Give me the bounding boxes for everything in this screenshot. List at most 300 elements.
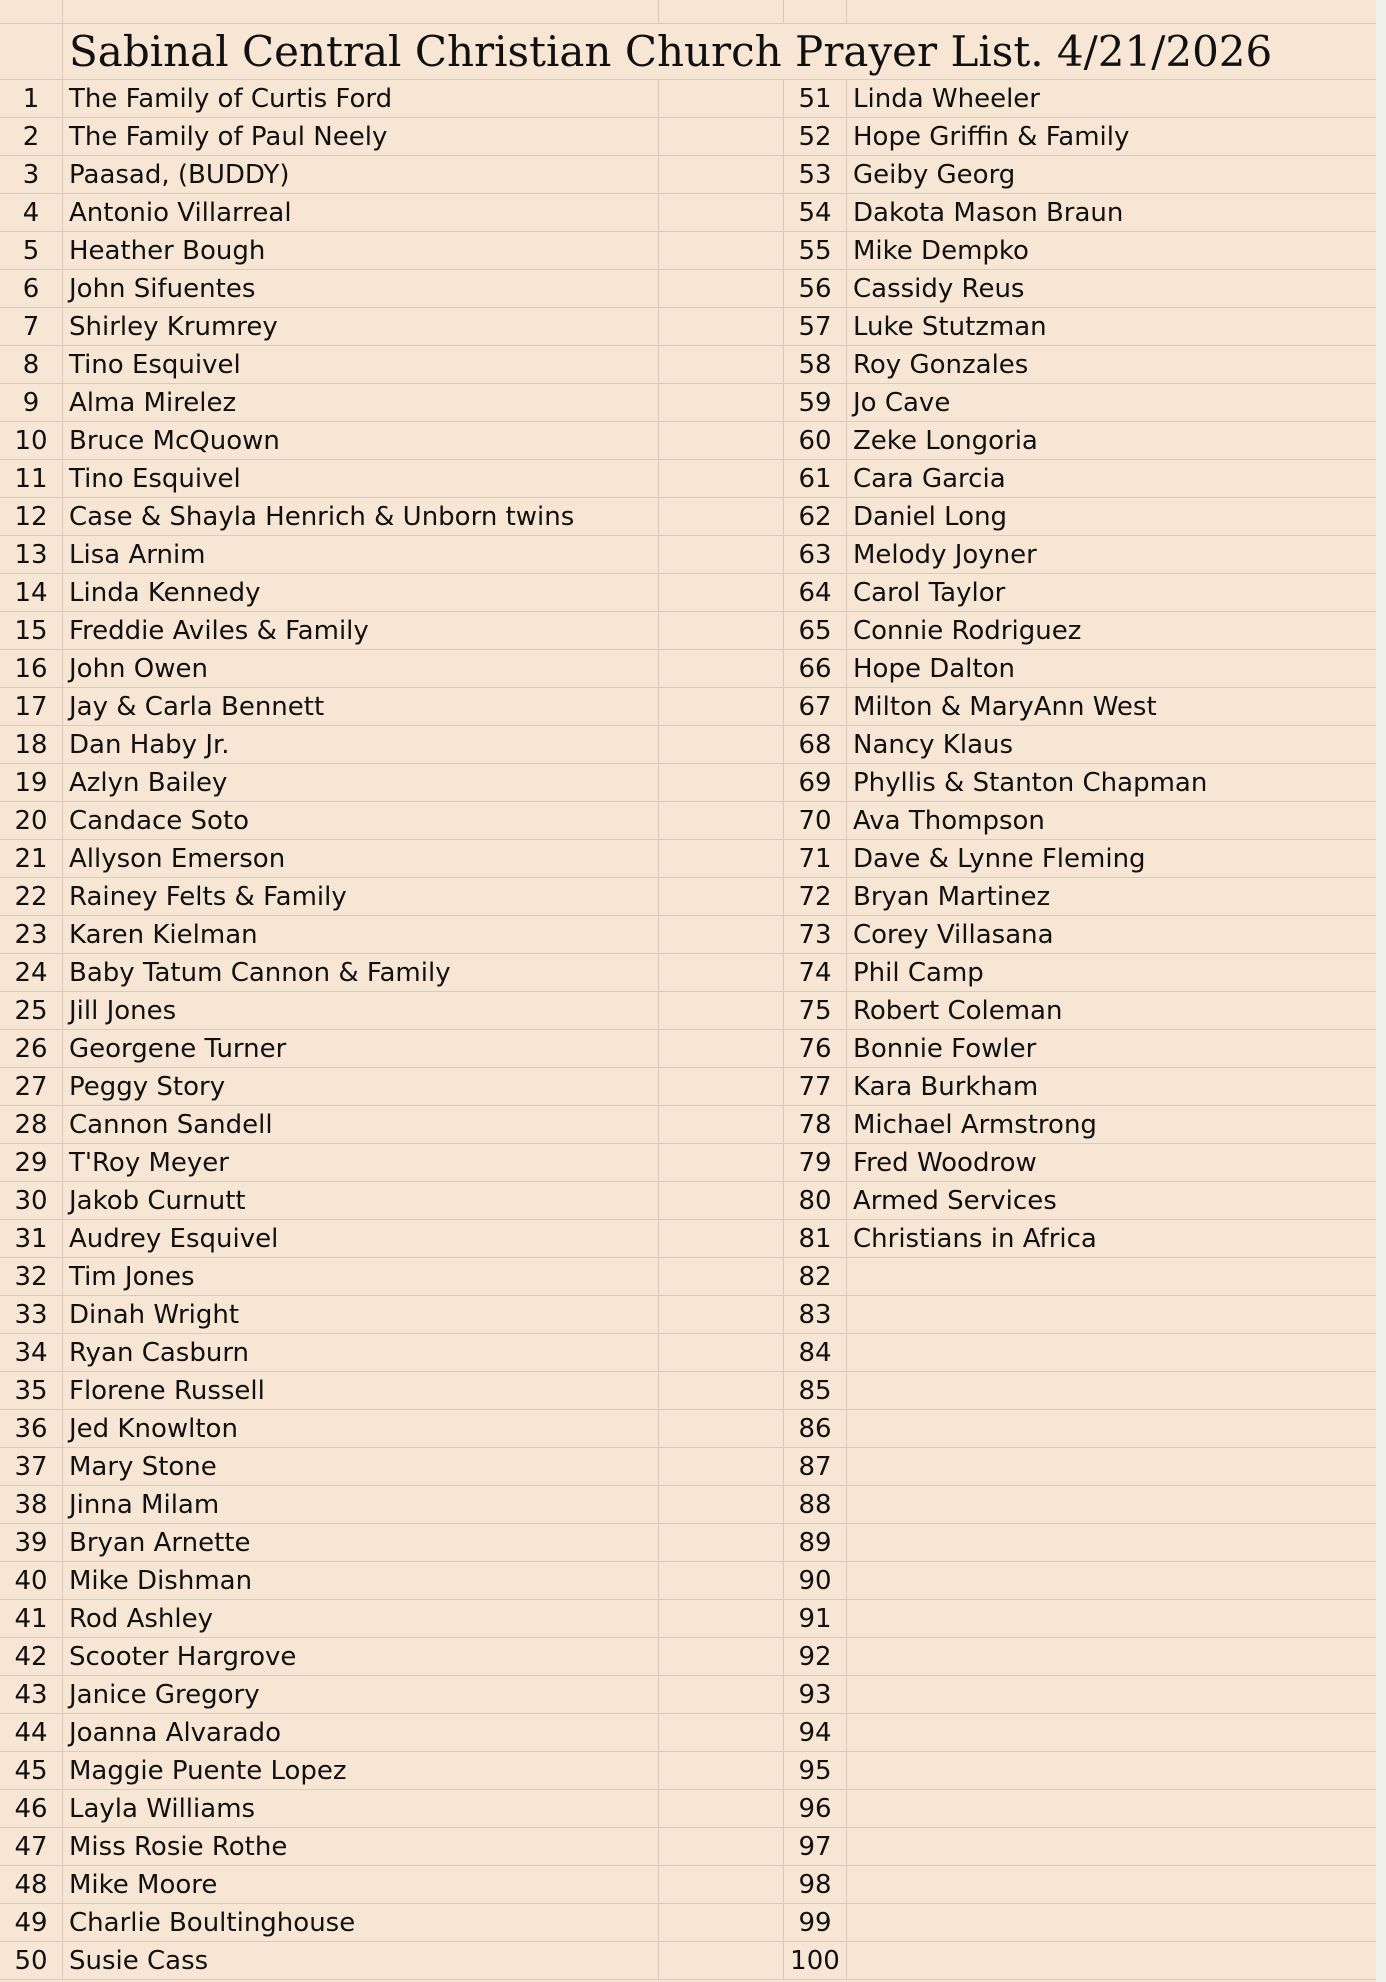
item-number[interactable]: 6 xyxy=(0,270,63,307)
prayer-name[interactable]: Daniel Long xyxy=(853,501,1008,532)
item-number[interactable]: 10 xyxy=(0,422,63,459)
table-row[interactable] xyxy=(0,1942,1376,1980)
table-row[interactable] xyxy=(0,992,1376,1030)
item-number[interactable]: 66 xyxy=(784,650,847,687)
item-number[interactable]: 17 xyxy=(0,688,63,725)
prayer-name[interactable]: Hope Dalton xyxy=(853,653,1015,684)
prayer-name[interactable]: Audrey Esquivel xyxy=(63,1220,659,1257)
item-number[interactable]: 20 xyxy=(0,802,63,839)
item-number[interactable]: 71 xyxy=(784,840,847,877)
cell[interactable] xyxy=(659,270,784,307)
item-number[interactable]: 80 xyxy=(784,1182,847,1219)
prayer-name[interactable] xyxy=(847,1524,1376,1561)
table-row[interactable] xyxy=(0,1752,1376,1790)
prayer-name[interactable] xyxy=(847,1790,1376,1827)
cell[interactable] xyxy=(659,194,784,231)
prayer-name[interactable]: Bryan Martinez xyxy=(853,881,1051,912)
prayer-name[interactable]: Charlie Boultinghouse xyxy=(63,1904,659,1941)
item-number[interactable]: 14 xyxy=(0,574,63,611)
table-row[interactable] xyxy=(0,916,1376,954)
item-number[interactable]: 41 xyxy=(0,1600,63,1637)
prayer-name[interactable]: Georgene Turner xyxy=(63,1030,659,1067)
prayer-name[interactable] xyxy=(847,1600,1376,1637)
prayer-name[interactable]: Kara Burkham xyxy=(853,1071,1039,1102)
item-number[interactable]: 85 xyxy=(784,1372,847,1409)
table-row[interactable] xyxy=(0,1220,1376,1258)
item-number[interactable]: 88 xyxy=(784,1486,847,1523)
prayer-name[interactable]: Mike Dempko xyxy=(853,235,1029,266)
prayer-name[interactable] xyxy=(847,1296,1376,1333)
table-row[interactable] xyxy=(0,1448,1376,1486)
table-row[interactable] xyxy=(0,1714,1376,1752)
prayer-name[interactable]: Lisa Arnim xyxy=(63,536,659,573)
cell[interactable] xyxy=(784,0,847,23)
item-number[interactable]: 89 xyxy=(784,1524,847,1561)
cell[interactable] xyxy=(659,232,784,269)
prayer-name[interactable]: Roy Gonzales xyxy=(853,349,1029,380)
item-number[interactable]: 34 xyxy=(0,1334,63,1371)
cell[interactable] xyxy=(659,1562,784,1599)
item-number[interactable]: 86 xyxy=(784,1410,847,1447)
prayer-name[interactable] xyxy=(847,1638,1376,1675)
prayer-name[interactable]: Armed Services xyxy=(853,1185,1057,1216)
cell[interactable] xyxy=(659,954,784,991)
table-row[interactable] xyxy=(0,232,1376,270)
item-number[interactable]: 32 xyxy=(0,1258,63,1295)
table-row[interactable] xyxy=(0,1296,1376,1334)
item-number[interactable]: 78 xyxy=(784,1106,847,1143)
prayer-name[interactable] xyxy=(847,1714,1376,1751)
table-row[interactable] xyxy=(0,1562,1376,1600)
cell[interactable] xyxy=(659,1486,784,1523)
prayer-name[interactable]: Dan Haby Jr. xyxy=(63,726,659,763)
item-number[interactable]: 72 xyxy=(784,878,847,915)
item-number[interactable]: 57 xyxy=(784,308,847,345)
item-number[interactable]: 60 xyxy=(784,422,847,459)
prayer-name[interactable]: Dinah Wright xyxy=(63,1296,659,1333)
cell[interactable] xyxy=(659,688,784,725)
prayer-name[interactable] xyxy=(847,1904,1376,1941)
item-number[interactable]: 24 xyxy=(0,954,63,991)
item-number[interactable]: 98 xyxy=(784,1866,847,1903)
item-number[interactable]: 61 xyxy=(784,460,847,497)
prayer-name[interactable]: Layla Williams xyxy=(63,1790,659,1827)
table-row[interactable] xyxy=(0,802,1376,840)
prayer-name[interactable]: Hope Griffin & Family xyxy=(853,121,1130,152)
item-number[interactable]: 62 xyxy=(784,498,847,535)
item-number[interactable]: 87 xyxy=(784,1448,847,1485)
cell[interactable] xyxy=(659,1296,784,1333)
prayer-name[interactable]: Jo Cave xyxy=(853,387,951,418)
item-number[interactable]: 43 xyxy=(0,1676,63,1713)
prayer-name[interactable]: Mike Dishman xyxy=(63,1562,659,1599)
item-number[interactable]: 67 xyxy=(784,688,847,725)
prayer-name[interactable]: Jed Knowlton xyxy=(63,1410,659,1447)
prayer-name[interactable] xyxy=(847,1752,1376,1789)
cell[interactable] xyxy=(659,1524,784,1561)
prayer-name[interactable]: John Sifuentes xyxy=(63,270,659,307)
item-number[interactable]: 95 xyxy=(784,1752,847,1789)
item-number[interactable]: 3 xyxy=(0,156,63,193)
prayer-name[interactable]: Nancy Klaus xyxy=(853,729,1014,760)
item-number[interactable]: 63 xyxy=(784,536,847,573)
table-row[interactable] xyxy=(0,460,1376,498)
prayer-name[interactable]: Shirley Krumrey xyxy=(63,308,659,345)
item-number[interactable]: 55 xyxy=(784,232,847,269)
cell[interactable] xyxy=(659,1600,784,1637)
item-number[interactable]: 75 xyxy=(784,992,847,1029)
cell[interactable] xyxy=(659,1258,784,1295)
table-row[interactable] xyxy=(0,1790,1376,1828)
item-number[interactable]: 79 xyxy=(784,1144,847,1181)
prayer-name[interactable]: Candace Soto xyxy=(63,802,659,839)
cell[interactable] xyxy=(659,460,784,497)
prayer-name[interactable] xyxy=(847,1448,1376,1485)
prayer-name[interactable]: Rainey Felts & Family xyxy=(63,878,659,915)
cell[interactable] xyxy=(659,992,784,1029)
cell[interactable] xyxy=(659,1904,784,1941)
item-number[interactable]: 74 xyxy=(784,954,847,991)
cell[interactable] xyxy=(659,156,784,193)
item-number[interactable]: 70 xyxy=(784,802,847,839)
item-number[interactable]: 44 xyxy=(0,1714,63,1751)
item-number[interactable]: 45 xyxy=(0,1752,63,1789)
item-number[interactable]: 35 xyxy=(0,1372,63,1409)
item-number[interactable]: 52 xyxy=(784,118,847,155)
table-row[interactable] xyxy=(0,498,1376,536)
prayer-name[interactable]: Melody Joyner xyxy=(853,539,1037,570)
cell[interactable] xyxy=(659,916,784,953)
cell[interactable] xyxy=(659,612,784,649)
table-row[interactable] xyxy=(0,1904,1376,1942)
prayer-name[interactable]: Christians in Africa xyxy=(853,1223,1097,1254)
cell[interactable] xyxy=(659,1220,784,1257)
prayer-name[interactable]: Mike Moore xyxy=(63,1866,659,1903)
title-row[interactable] xyxy=(0,24,1376,80)
item-number[interactable]: 8 xyxy=(0,346,63,383)
item-number[interactable]: 28 xyxy=(0,1106,63,1143)
table-row[interactable] xyxy=(0,308,1376,346)
item-number[interactable]: 99 xyxy=(784,1904,847,1941)
cell[interactable] xyxy=(659,118,784,155)
prayer-name[interactable]: Bruce McQuown xyxy=(63,422,659,459)
prayer-name[interactable]: Cassidy Reus xyxy=(853,273,1025,304)
item-number[interactable]: 42 xyxy=(0,1638,63,1675)
item-number[interactable]: 39 xyxy=(0,1524,63,1561)
cell[interactable] xyxy=(659,574,784,611)
item-number[interactable]: 30 xyxy=(0,1182,63,1219)
item-number[interactable]: 18 xyxy=(0,726,63,763)
table-row[interactable] xyxy=(0,878,1376,916)
prayer-name[interactable]: The Family of Paul Neely xyxy=(63,118,659,155)
table-row[interactable] xyxy=(0,1638,1376,1676)
cell[interactable] xyxy=(659,536,784,573)
item-number[interactable]: 64 xyxy=(784,574,847,611)
prayer-name[interactable] xyxy=(847,1258,1376,1295)
prayer-name[interactable]: Rod Ashley xyxy=(63,1600,659,1637)
item-number[interactable]: 15 xyxy=(0,612,63,649)
table-row[interactable] xyxy=(0,954,1376,992)
table-row[interactable] xyxy=(0,574,1376,612)
cell[interactable] xyxy=(659,1866,784,1903)
prayer-name[interactable]: Bonnie Fowler xyxy=(853,1033,1037,1064)
cell[interactable] xyxy=(659,422,784,459)
item-number[interactable]: 1 xyxy=(0,80,63,117)
item-number[interactable]: 31 xyxy=(0,1220,63,1257)
prayer-name[interactable]: Linda Wheeler xyxy=(853,83,1040,114)
prayer-name[interactable]: Tino Esquivel xyxy=(63,346,659,383)
item-number[interactable]: 46 xyxy=(0,1790,63,1827)
prayer-name[interactable]: Jinna Milam xyxy=(63,1486,659,1523)
prayer-name[interactable]: Florene Russell xyxy=(63,1372,659,1409)
prayer-name[interactable]: Jay & Carla Bennett xyxy=(63,688,659,725)
prayer-name[interactable]: Zeke Longoria xyxy=(853,425,1038,456)
cell[interactable] xyxy=(659,0,784,23)
prayer-name[interactable]: Dave & Lynne Fleming xyxy=(853,843,1146,874)
cell[interactable] xyxy=(659,878,784,915)
table-row[interactable] xyxy=(0,1144,1376,1182)
prayer-name[interactable] xyxy=(847,1676,1376,1713)
prayer-name[interactable]: Cannon Sandell xyxy=(63,1106,659,1143)
prayer-name[interactable] xyxy=(847,1410,1376,1447)
item-number[interactable]: 58 xyxy=(784,346,847,383)
prayer-name[interactable]: Connie Rodriguez xyxy=(853,615,1082,646)
item-number[interactable]: 96 xyxy=(784,1790,847,1827)
table-row[interactable] xyxy=(0,612,1376,650)
prayer-name[interactable]: Heather Bough xyxy=(63,232,659,269)
prayer-name[interactable]: Robert Coleman xyxy=(853,995,1063,1026)
item-number[interactable]: 13 xyxy=(0,536,63,573)
table-row[interactable] xyxy=(0,1068,1376,1106)
table-row[interactable] xyxy=(0,726,1376,764)
item-number[interactable]: 26 xyxy=(0,1030,63,1067)
item-number[interactable]: 81 xyxy=(784,1220,847,1257)
item-number[interactable]: 22 xyxy=(0,878,63,915)
item-number[interactable]: 5 xyxy=(0,232,63,269)
prayer-name[interactable]: Freddie Aviles & Family xyxy=(63,612,659,649)
item-number[interactable]: 69 xyxy=(784,764,847,801)
item-number[interactable]: 83 xyxy=(784,1296,847,1333)
prayer-name[interactable] xyxy=(847,1828,1376,1865)
prayer-name[interactable] xyxy=(847,1486,1376,1523)
cell[interactable] xyxy=(659,650,784,687)
prayer-name[interactable]: Scooter Hargrove xyxy=(63,1638,659,1675)
table-row[interactable] xyxy=(0,1106,1376,1144)
item-number[interactable]: 51 xyxy=(784,80,847,117)
prayer-name[interactable]: Miss Rosie Rothe xyxy=(63,1828,659,1865)
item-number[interactable]: 23 xyxy=(0,916,63,953)
table-row[interactable] xyxy=(0,1486,1376,1524)
item-number[interactable]: 12 xyxy=(0,498,63,535)
table-row[interactable] xyxy=(0,840,1376,878)
item-number[interactable]: 27 xyxy=(0,1068,63,1105)
table-row[interactable] xyxy=(0,1828,1376,1866)
item-number[interactable]: 36 xyxy=(0,1410,63,1447)
item-number[interactable]: 38 xyxy=(0,1486,63,1523)
cell[interactable] xyxy=(659,1372,784,1409)
prayer-name[interactable]: Joanna Alvarado xyxy=(63,1714,659,1751)
prayer-name[interactable]: Antonio Villarreal xyxy=(63,194,659,231)
table-row[interactable] xyxy=(0,194,1376,232)
page-title[interactable]: Sabinal Central Christian Church Prayer List. 4/21/2026 xyxy=(69,27,1273,76)
cell[interactable] xyxy=(659,840,784,877)
table-row[interactable] xyxy=(0,1372,1376,1410)
prayer-name[interactable]: Fred Woodrow xyxy=(853,1147,1037,1178)
cell[interactable] xyxy=(659,1714,784,1751)
table-row[interactable] xyxy=(0,1410,1376,1448)
table-row[interactable] xyxy=(0,270,1376,308)
cell[interactable] xyxy=(659,80,784,117)
item-number[interactable]: 2 xyxy=(0,118,63,155)
table-row[interactable] xyxy=(0,1258,1376,1296)
item-number[interactable]: 47 xyxy=(0,1828,63,1865)
prayer-name[interactable]: Cara Garcia xyxy=(853,463,1006,494)
item-number[interactable]: 77 xyxy=(784,1068,847,1105)
item-number[interactable]: 100 xyxy=(784,1942,847,1979)
item-number[interactable]: 93 xyxy=(784,1676,847,1713)
prayer-name[interactable]: Azlyn Bailey xyxy=(63,764,659,801)
item-number[interactable]: 76 xyxy=(784,1030,847,1067)
cell[interactable] xyxy=(659,1942,784,1979)
prayer-name[interactable]: Carol Taylor xyxy=(853,577,1006,608)
prayer-name[interactable]: Case & Shayla Henrich & Unborn twins xyxy=(63,498,659,535)
item-number[interactable]: 65 xyxy=(784,612,847,649)
table-row[interactable] xyxy=(0,384,1376,422)
cell[interactable] xyxy=(659,1676,784,1713)
item-number[interactable]: 4 xyxy=(0,194,63,231)
item-number[interactable]: 16 xyxy=(0,650,63,687)
prayer-name[interactable]: Jill Jones xyxy=(63,992,659,1029)
table-row[interactable] xyxy=(0,118,1376,156)
table-row[interactable] xyxy=(0,1030,1376,1068)
cell[interactable] xyxy=(659,1638,784,1675)
prayer-name[interactable]: Karen Kielman xyxy=(63,916,659,953)
item-number[interactable]: 19 xyxy=(0,764,63,801)
item-number[interactable]: 91 xyxy=(784,1600,847,1637)
cell[interactable] xyxy=(63,0,659,23)
cell[interactable] xyxy=(659,1410,784,1447)
top-blank-row[interactable] xyxy=(0,0,1376,24)
prayer-name[interactable]: Baby Tatum Cannon & Family xyxy=(63,954,659,991)
cell[interactable] xyxy=(659,764,784,801)
item-number[interactable]: 73 xyxy=(784,916,847,953)
cell[interactable] xyxy=(0,0,63,23)
table-row[interactable] xyxy=(0,1334,1376,1372)
prayer-name[interactable]: John Owen xyxy=(63,650,659,687)
cell[interactable] xyxy=(659,802,784,839)
cell[interactable] xyxy=(0,24,63,79)
item-number[interactable]: 97 xyxy=(784,1828,847,1865)
prayer-name[interactable]: Susie Cass xyxy=(63,1942,659,1979)
cell[interactable] xyxy=(659,498,784,535)
table-row[interactable] xyxy=(0,156,1376,194)
table-row[interactable] xyxy=(0,1524,1376,1562)
table-row[interactable] xyxy=(0,80,1376,118)
cell[interactable] xyxy=(659,1828,784,1865)
prayer-name[interactable]: Jakob Curnutt xyxy=(63,1182,659,1219)
prayer-name[interactable]: Peggy Story xyxy=(63,1068,659,1105)
prayer-name[interactable] xyxy=(847,1562,1376,1599)
cell[interactable] xyxy=(659,1144,784,1181)
item-number[interactable]: 54 xyxy=(784,194,847,231)
prayer-name[interactable]: Paasad, (BUDDY) xyxy=(63,156,659,193)
prayer-name[interactable]: Phil Camp xyxy=(853,957,984,988)
prayer-name[interactable]: Tino Esquivel xyxy=(63,460,659,497)
cell[interactable] xyxy=(659,308,784,345)
prayer-name[interactable]: Michael Armstrong xyxy=(853,1109,1097,1140)
item-number[interactable]: 53 xyxy=(784,156,847,193)
cell[interactable] xyxy=(659,1182,784,1219)
prayer-name[interactable]: T'Roy Meyer xyxy=(63,1144,659,1181)
item-number[interactable]: 56 xyxy=(784,270,847,307)
prayer-name[interactable]: Geiby Georg xyxy=(853,159,1016,190)
table-row[interactable] xyxy=(0,1600,1376,1638)
prayer-name[interactable] xyxy=(847,1334,1376,1371)
prayer-name[interactable]: Luke Stutzman xyxy=(853,311,1047,342)
table-row[interactable] xyxy=(0,346,1376,384)
item-number[interactable]: 9 xyxy=(0,384,63,421)
item-number[interactable]: 82 xyxy=(784,1258,847,1295)
prayer-name[interactable]: Tim Jones xyxy=(63,1258,659,1295)
table-row[interactable] xyxy=(0,536,1376,574)
prayer-name[interactable]: Ava Thompson xyxy=(853,805,1045,836)
item-number[interactable]: 7 xyxy=(0,308,63,345)
table-row[interactable] xyxy=(0,764,1376,802)
prayer-name[interactable]: Dakota Mason Braun xyxy=(853,197,1124,228)
table-row[interactable] xyxy=(0,650,1376,688)
cell[interactable] xyxy=(659,1030,784,1067)
item-number[interactable]: 11 xyxy=(0,460,63,497)
item-number[interactable]: 68 xyxy=(784,726,847,763)
item-number[interactable]: 59 xyxy=(784,384,847,421)
prayer-name[interactable] xyxy=(847,1942,1376,1979)
item-number[interactable]: 25 xyxy=(0,992,63,1029)
prayer-name[interactable]: Janice Gregory xyxy=(63,1676,659,1713)
table-row[interactable] xyxy=(0,1676,1376,1714)
item-number[interactable]: 37 xyxy=(0,1448,63,1485)
item-number[interactable]: 90 xyxy=(784,1562,847,1599)
prayer-name[interactable]: Mary Stone xyxy=(63,1448,659,1485)
prayer-name[interactable]: Phyllis & Stanton Chapman xyxy=(853,767,1208,798)
item-number[interactable]: 48 xyxy=(0,1866,63,1903)
item-number[interactable]: 92 xyxy=(784,1638,847,1675)
prayer-name[interactable]: Bryan Arnette xyxy=(63,1524,659,1561)
item-number[interactable]: 29 xyxy=(0,1144,63,1181)
prayer-name[interactable]: Alma Mirelez xyxy=(63,384,659,421)
item-number[interactable]: 84 xyxy=(784,1334,847,1371)
table-row[interactable] xyxy=(0,688,1376,726)
table-row[interactable] xyxy=(0,1866,1376,1904)
cell[interactable] xyxy=(659,346,784,383)
prayer-name[interactable]: Linda Kennedy xyxy=(63,574,659,611)
prayer-name[interactable] xyxy=(847,1866,1376,1903)
prayer-name[interactable]: Corey Villasana xyxy=(853,919,1054,950)
cell[interactable] xyxy=(659,726,784,763)
prayer-name[interactable]: Milton & MaryAnn West xyxy=(853,691,1157,722)
cell[interactable] xyxy=(659,1448,784,1485)
item-number[interactable]: 94 xyxy=(784,1714,847,1751)
cell[interactable] xyxy=(847,0,1376,23)
cell[interactable] xyxy=(659,1068,784,1105)
prayer-name[interactable] xyxy=(847,1372,1376,1409)
item-number[interactable]: 50 xyxy=(0,1942,63,1979)
cell[interactable] xyxy=(659,1106,784,1143)
prayer-name[interactable]: The Family of Curtis Ford xyxy=(63,80,659,117)
prayer-name[interactable]: Allyson Emerson xyxy=(63,840,659,877)
item-number[interactable]: 49 xyxy=(0,1904,63,1941)
cell[interactable] xyxy=(659,1752,784,1789)
item-number[interactable]: 40 xyxy=(0,1562,63,1599)
